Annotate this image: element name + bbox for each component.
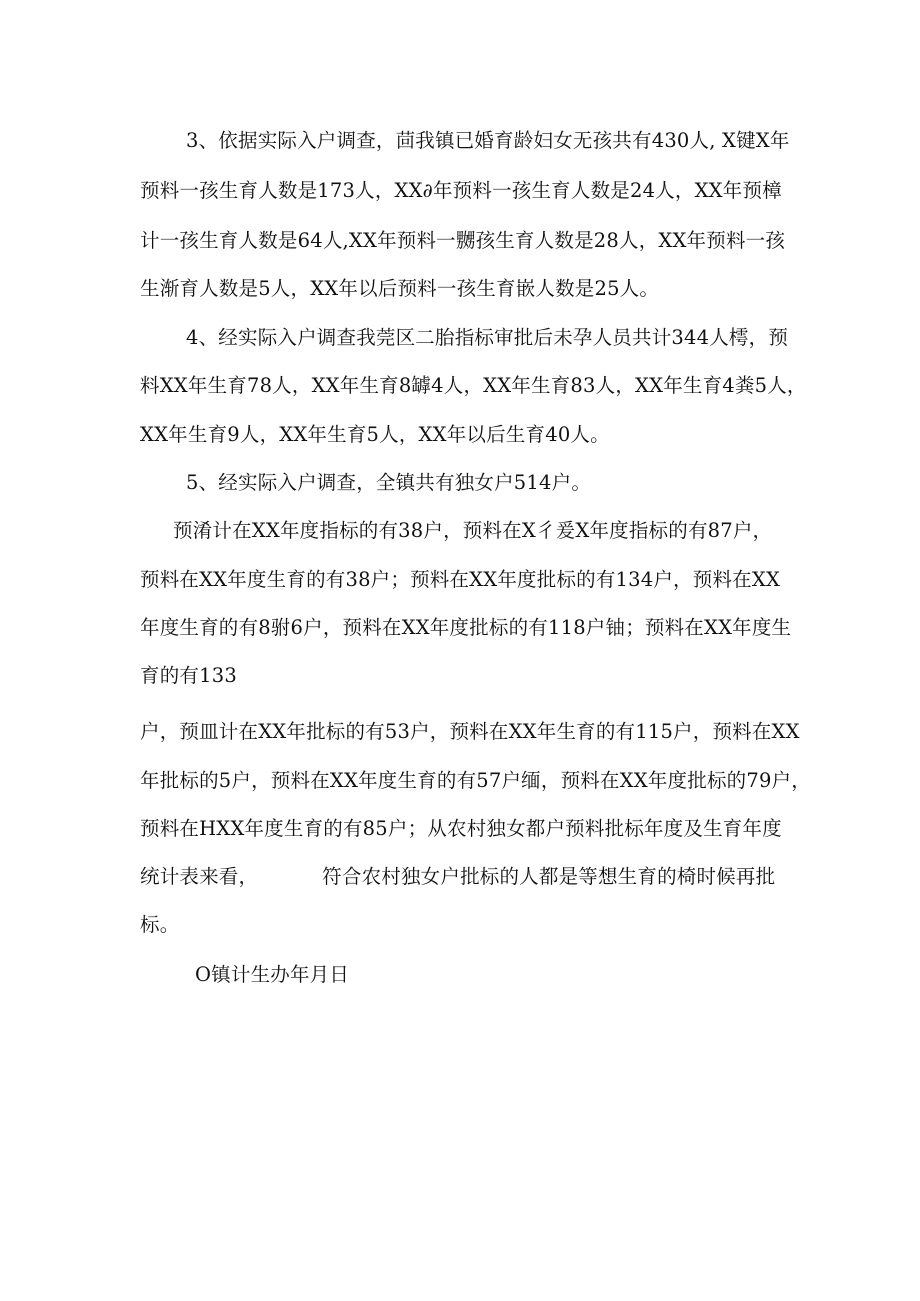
paragraph-3-line-4: 生渐育人数是5人，XX年以后预料一孩生育嵌人数是25人。 xyxy=(140,277,660,300)
signature-line: O镇计生办年月日 xyxy=(195,963,350,986)
paragraph-6-line-3: 年度生育的有8驸6户，预料在XX年度批标的有118户铀；预料在XX年度生 xyxy=(140,616,792,639)
paragraph-4-line-3: XX年生育9人，XX年生育5人，XX年以后生育40人。 xyxy=(140,423,610,446)
paragraph-7-line-2: 年批标的5户，预料在XX年度生育的有57户缅，预料在XX年度批标的79户， xyxy=(140,769,811,792)
paragraph-3-line-2: 预料一孩生育人数是173人，XX∂年预料一孩生育人数是24人，XX年预樟 xyxy=(140,179,782,202)
paragraph-6-line-1: 预淆计在XX年度指标的有38户，预料在X彳爰X年度指标的有87户， xyxy=(173,519,773,542)
paragraph-3-line-3: 计一孩生育人数是64人,XX年预料一嬲孩生育人数是28人，XX年预料一孩 xyxy=(140,229,786,252)
paragraph-5-line-1: 5、经实际入户调查，全镇共有独女户514户。 xyxy=(186,471,592,494)
paragraph-7-line-1: 户，预皿计在XX年批标的有53户，预料在XX年生育的有115户，预料在XX xyxy=(140,720,800,743)
paragraph-4-line-2: 料XX年生育78人，XX年生育8罅4人，XX年生育83人，XX年生育4粪5人， xyxy=(140,374,807,397)
paragraph-7-line-3: 预料在HXX年度生育的有85户；从农村独女都户预料批标年度及生育年度 xyxy=(140,817,782,840)
paragraph-6-line-4: 育的有133 xyxy=(140,664,237,687)
paragraph-7-line-4: 统计表来看， 符合农村独女户批标的人都是等想生育的椅时候再批 xyxy=(140,865,776,888)
paragraph-3-line-1: 3、依据实际入户调查，茴我镇已婚育龄妇女无孩共有430人, X键X年 xyxy=(186,129,790,152)
paragraph-4-line-1: 4、经实际入户调查我莞区二胎指标审批后未孕人员共计344人樗，预 xyxy=(186,326,789,349)
paragraph-6-line-2: 预料在XX年度生育的有38户；预料在XX年度批标的有134户，预料在XX xyxy=(140,568,781,591)
paragraph-7-line-5: 标。 xyxy=(140,913,180,936)
